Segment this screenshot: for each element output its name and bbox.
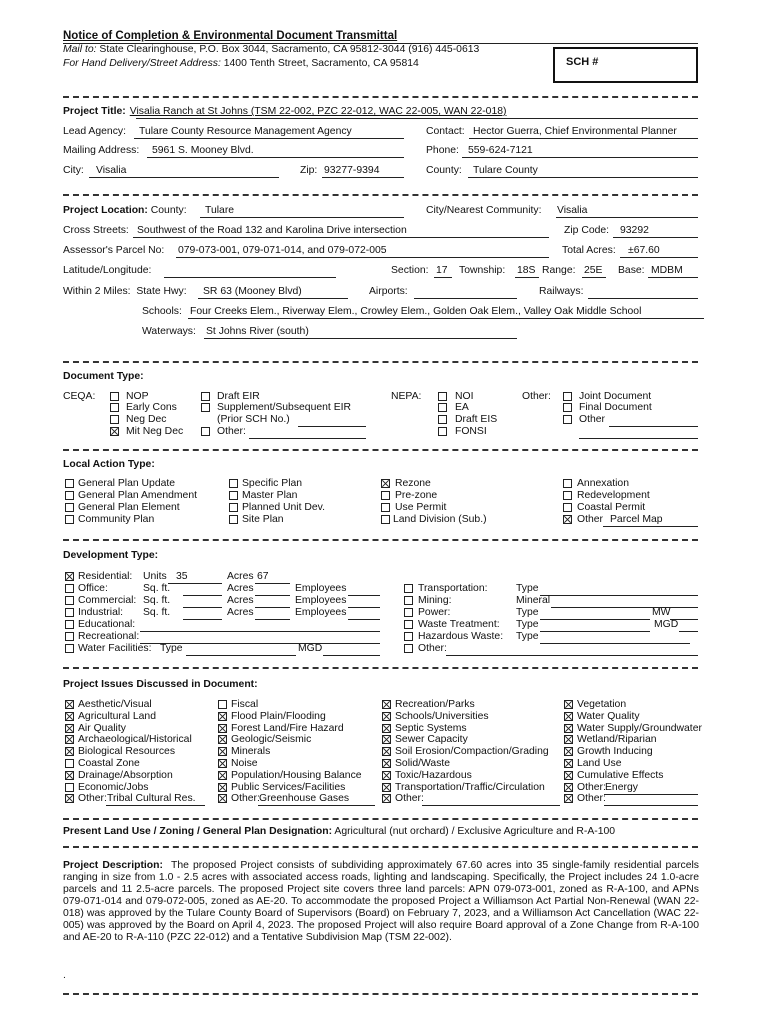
issue-forest-land-fire-hazard-checkbox[interactable] [218,724,227,733]
nop-checkbox[interactable] [110,392,119,401]
issue-water-supply-groundwater-checkbox[interactable] [564,724,573,733]
location-county-value[interactable]: Tulare [205,205,235,216]
issue-toxic-hazardous-label: Toxic/Hazardous [395,769,472,781]
hazardous-waste-label: Hazardous Waste: [418,631,504,642]
issue-other-underline [106,805,205,806]
issue-population-housing-balance-checkbox[interactable] [218,771,227,780]
residential-acres-value[interactable]: 67 [257,571,269,582]
local-action-other-label: Other [577,514,603,525]
issue-drainage-absorption-checkbox[interactable] [65,771,74,780]
recreational-label: Recreational: [78,631,140,642]
issue-other-label: Other: [577,793,606,805]
early-cons-label: Early Cons [126,402,177,413]
power-label: Power: [418,607,451,618]
mining-checkbox[interactable] [404,596,413,605]
phone-label: Phone: [426,145,459,156]
project-title-row: Project Title: Visalia Ranch at St Johns (TSM 22-002, PZC 22-012, WAC 22-005, WAN 22-018) [63,106,507,117]
issue-cumulative-effects-label: Cumulative Effects [577,769,664,781]
supplement-eir-label: Supplement/Subsequent EIR [217,402,352,413]
waste-mgd-label: MGD [654,619,679,630]
development-type-heading: Development Type: [63,550,159,561]
issue-aesthetic-visual-label: Aesthetic/Visual [78,699,152,710]
dev-other-checkbox[interactable] [404,644,413,653]
land-use-label: Present Land Use / Zoning / General Plan Designation: [63,826,333,837]
contact-value[interactable]: Hector Guerra, Chief Environmental Planner [473,126,677,137]
issue-water-quality-checkbox[interactable] [564,712,573,721]
planned-unit-dev-checkbox[interactable] [229,503,238,512]
units-value[interactable]: 35 [176,571,188,582]
mit-neg-dec-label: Mit Neg Dec [126,426,184,437]
issue-other-checkbox[interactable] [564,783,573,792]
project-description [63,860,699,944]
issue-vegetation-label: Vegetation [577,699,627,710]
ceqa-label: CEQA: [63,391,96,402]
land-division-label: Land Division (Sub.) [393,514,487,525]
water-facilities-checkbox[interactable] [65,644,74,653]
coastal-permit-label: Coastal Permit [577,502,646,513]
sch-label: SCH # [566,56,599,68]
ea-label: EA [455,402,469,413]
issue-land-use-checkbox[interactable] [564,759,573,768]
issue-archaeological-historical-checkbox[interactable] [65,735,74,744]
doc-other-label: Other [579,414,605,425]
residential-label: Residential: [78,571,133,582]
divider [63,539,698,541]
issue-drainage-absorption-label: Drainage/Absorption [78,769,173,781]
noi-label: NOI [455,391,474,402]
description-text: The proposed Project consists of subdividing approximately 67.60 acres into 35 single-family residential parcels ranging in size from 1.0 - 2.5 acres with associated access roads, lighting and landscaping. Specifically, the Project includes 24 1.0-acre parcels and 11 2.5-acre parcels. The proposed Project site covers three land parcels: APN 079-073-001, zoned as R-A-100, and APNs 079-071-014 and 079-072-005, zoned as AE-20. To accommodate the proposed Project a Williamson Act Partial Non-Renewal (WAN 22-018) was approved by the Tulare County Board of Supervisors (Board) on February 7, 2023, and a Williamson Act Cancellation (WAC 22-005) was approved by the Board on April 4, 2023. The proposed Project will also require Board approval of a Zone Change from R-A-100 and AE-20 to R-A-110 (PZC 22-012) and a Tentative Subdivision Map (TSM 22-002). [63,860,700,943]
latlong-label: Latitude/Longitude: [63,265,152,276]
noi-checkbox[interactable] [438,392,447,401]
state-hwy-value[interactable]: SR 63 (Mooney Blvd) [203,286,302,297]
water-type-label: Type [160,643,183,654]
divider [63,194,698,196]
issue-water-quality-label: Water Quality [577,710,640,722]
neg-dec-label: Neg Dec [126,414,167,425]
issue-agricultural-land-checkbox[interactable] [65,712,74,721]
hazardous-type-label: Type [516,631,539,642]
office-checkbox[interactable] [65,584,74,593]
supplement-eir-checkbox[interactable] [201,403,210,412]
draft-eis-label: Draft EIS [455,414,498,425]
issue-other-checkbox[interactable] [564,794,573,803]
issue-other-value[interactable]: Greenhouse Gases [259,793,350,805]
zip-code-label: Zip Code: [564,225,610,236]
educational-checkbox[interactable] [65,620,74,629]
mailing-address-label: Mailing Address: [63,145,140,156]
hand-delivery-line: For Hand Delivery/Street Address: 1400 Tenth Street, Sacramento, CA 95814 [63,58,419,69]
land-use-row [63,826,615,838]
neg-dec-checkbox[interactable] [110,415,119,424]
issue-land-use-label: Land Use [577,758,622,769]
industrial-employees-label: Employees [295,607,347,618]
pre-zone-label: Pre-zone [395,490,438,501]
issue-other-label: Other: [395,793,424,805]
annexation-checkbox[interactable] [563,479,572,488]
issue-minerals-checkbox[interactable] [218,747,227,756]
rezone-checkbox[interactable] [381,479,390,488]
issue-septic-systems-label: Septic Systems [395,722,467,734]
schools-value[interactable]: Four Creeks Elem., Riverway Elem., Crowley Elem., Golden Oak Elem., Valley Oak Middle School [190,306,642,317]
transportation-label: Transportation: [418,583,488,594]
zip-code-value[interactable]: 93292 [620,225,649,236]
issue-water-supply-groundwater-label: Water Supply/Groundwater [577,722,702,734]
early-cons-checkbox[interactable] [110,403,119,412]
office-label: Office: [78,583,108,594]
airports-label: Airports: [369,286,408,297]
commercial-checkbox[interactable] [65,596,74,605]
issue-schools-universities-label: Schools/Universities [395,710,489,722]
prior-sch-label: (Prior SCH No.) [217,414,290,425]
issue-schools-universities-checkbox[interactable] [382,712,391,721]
coastal-permit-checkbox[interactable] [563,503,572,512]
issue-recreation-parks-checkbox[interactable] [382,700,391,709]
issue-cumulative-effects-checkbox[interactable] [564,771,573,780]
contact-label: Contact: [426,126,465,137]
zip-label: Zip: [300,165,318,176]
issue-air-quality-checkbox[interactable] [65,724,74,733]
issue-geologic-seismic-checkbox[interactable] [218,735,227,744]
general-plan-element-label: General Plan Element [78,502,180,513]
issue-public-services-facilities-checkbox[interactable] [218,783,227,792]
issue-noise-checkbox[interactable] [218,759,227,768]
ceqa-other-label: Other: [217,426,246,437]
issue-sewer-capacity-label: Sewer Capacity [395,734,468,746]
issue-transportation-traffic-circulation-checkbox[interactable] [382,783,391,792]
local-action-other-value[interactable]: Parcel Map [610,514,663,525]
issue-wetland-riparian-checkbox[interactable] [564,735,573,744]
issue-population-housing-balance-label: Population/Housing Balance [231,769,362,781]
hazardous-waste-checkbox[interactable] [404,632,413,641]
commercial-acres-label: Acres [227,595,254,606]
issue-flood-plain-flooding-label: Flood Plain/Flooding [231,710,326,722]
nop-label: NOP [126,391,149,402]
specific-plan-checkbox[interactable] [229,479,238,488]
issue-wetland-riparian-label: Wetland/Riparian [577,734,657,746]
redevelopment-checkbox[interactable] [563,491,572,500]
issue-other-checkbox[interactable] [382,794,391,803]
issue-other-underline [422,805,560,806]
issue-other-label: Other: [78,793,107,805]
project-title-value: Visalia Ranch at St Johns (TSM 22-002, PZC 22-012, WAC 22-005, WAN 22-018) [129,106,507,117]
issue-forest-land-fire-hazard-label: Forest Land/Fire Hazard [231,722,344,734]
township-value[interactable]: 18S [517,265,536,276]
issue-flood-plain-flooding-checkbox[interactable] [218,712,227,721]
issue-solid-waste-checkbox[interactable] [382,759,391,768]
mining-label: Mining: [418,595,452,606]
issue-growth-inducing-label: Growth Inducing [577,746,653,758]
issue-other-underline [604,794,698,795]
office-employees-label: Employees [295,583,347,594]
section-label: Section: [391,265,429,276]
draft-eis-checkbox[interactable] [438,415,447,424]
redevelopment-label: Redevelopment [577,490,650,501]
residential-acres-label: Acres [227,571,254,582]
issue-other-value[interactable]: Energy [605,781,638,793]
other-doc-label: Other: [522,391,551,402]
residential-checkbox[interactable] [65,572,74,581]
apn-label: Assessor's Parcel No: [63,245,165,256]
issue-fiscal-label: Fiscal [231,699,259,710]
general-plan-amendment-label: General Plan Amendment [78,490,197,501]
issue-other-checkbox[interactable] [65,794,74,803]
issues-heading: Project Issues Discussed in Document: [63,679,258,690]
annexation-label: Annexation [577,478,629,489]
use-permit-checkbox[interactable] [381,503,390,512]
waterways-value[interactable]: St Johns River (south) [206,326,309,337]
issue-other-label: Other: [231,793,260,805]
commercial-label: Commercial: [78,595,137,606]
issue-aesthetic-visual-checkbox[interactable] [65,700,74,709]
divider [63,846,698,848]
site-plan-checkbox[interactable] [229,515,238,524]
draft-eir-label: Draft EIR [217,391,260,402]
issue-soil-erosion-compaction-grading-checkbox[interactable] [382,747,391,756]
joint-document-checkbox[interactable] [563,392,572,401]
planned-unit-dev-label: Planned Unit Dev. [242,502,325,513]
range-label: Range: [542,265,576,276]
industrial-label: Industrial: [78,607,124,618]
waste-treatment-label: Waste Treatment: [418,619,500,630]
township-label: Township: [459,265,506,276]
issue-septic-systems-checkbox[interactable] [382,724,391,733]
waste-treatment-checkbox[interactable] [404,620,413,629]
industrial-sqft-label: Sq. ft. [143,607,171,618]
issue-other-underline [258,805,375,806]
issue-other-checkbox[interactable] [218,794,227,803]
issue-other-underline [604,805,698,806]
recreational-checkbox[interactable] [65,632,74,641]
county-label: County: [426,165,462,176]
issue-biological-resources-label: Biological Resources [78,746,176,758]
issue-recreation-parks-label: Recreation/Parks [395,699,475,710]
doc-other-checkbox[interactable] [563,415,572,424]
units-label: Units [143,571,167,582]
document-type-heading: Document Type: [63,371,144,382]
fonsi-label: FONSI [455,426,487,437]
general-plan-update-checkbox[interactable] [65,479,74,488]
commercial-sqft-label: Sq. ft. [143,595,171,606]
schools-label: Schools: [142,306,182,317]
phone-value[interactable]: 559-624-7121 [468,145,533,156]
mit-neg-dec-checkbox[interactable] [110,427,119,436]
issue-noise-label: Noise [231,758,258,769]
mineral-label: Mineral [516,595,551,606]
apn-value[interactable]: 079-073-001, 079-071-014, and 079-072-005 [178,245,387,256]
issue-agricultural-land-label: Agricultural Land [78,710,156,722]
local-action-other-checkbox[interactable] [563,515,572,524]
issue-toxic-hazardous-checkbox[interactable] [382,771,391,780]
draft-eir-checkbox[interactable] [201,392,210,401]
total-acres-value[interactable]: ±67.60 [628,245,660,256]
divider [63,667,698,669]
lead-agency-label: Lead Agency: [63,126,126,137]
divider [63,449,698,451]
rezone-label: Rezone [395,478,431,489]
divider [63,361,698,363]
dev-other-label: Other: [418,643,447,654]
issue-soil-erosion-compaction-grading-label: Soil Erosion/Compaction/Grading [395,746,549,758]
mailing-address-value[interactable]: 5961 S. Mooney Blvd. [152,145,254,156]
commercial-employees-label: Employees [295,595,347,606]
water-mgd-label: MGD [298,643,323,654]
section-value[interactable]: 17 [436,265,448,276]
general-plan-element-checkbox[interactable] [65,503,74,512]
mail-to-line: Mail to: State Clearinghouse, P.O. Box 3044, Sacramento, CA 95812-3044 (916) 445-0613 [63,44,480,55]
issue-biological-resources-checkbox[interactable] [65,747,74,756]
joint-document-label: Joint Document [579,391,652,402]
industrial-acres-label: Acres [227,607,254,618]
project-location-row: Project Location: County: [63,205,187,216]
total-acres-label: Total Acres: [562,245,616,256]
issue-coastal-zone-checkbox[interactable] [65,759,74,768]
railways-label: Railways: [539,286,584,297]
final-document-checkbox[interactable] [563,403,572,412]
description-trailing: . [63,970,66,981]
local-action-heading: Local Action Type: [63,459,155,470]
waterways-label: Waterways: [142,326,196,337]
issue-growth-inducing-checkbox[interactable] [564,747,573,756]
use-permit-label: Use Permit [395,502,447,513]
master-plan-label: Master Plan [242,490,298,501]
general-plan-update-label: General Plan Update [78,478,176,489]
issue-vegetation-checkbox[interactable] [564,700,573,709]
range-value[interactable]: 25E [584,265,603,276]
cross-streets-value[interactable]: Southwest of the Road 132 and Karolina Drive intersection [137,225,407,236]
nearest-community-value[interactable]: Visalia [557,205,588,216]
power-mw-label: MW [652,607,671,618]
divider [63,993,698,995]
zip-value[interactable]: 93277-9394 [324,165,380,176]
land-use-value: Agricultural (nut orchard) / Exclusive Agriculture and R-A-100 [334,826,616,837]
description-label: Project Description: [63,860,163,871]
issue-coastal-zone-label: Coastal Zone [78,758,140,769]
issue-fiscal-checkbox[interactable] [218,700,227,709]
issue-sewer-capacity-checkbox[interactable] [382,735,391,744]
industrial-checkbox[interactable] [65,608,74,617]
fonsi-checkbox[interactable] [438,427,447,436]
water-facilities-label: Water Facilities: [78,643,152,654]
power-checkbox[interactable] [404,608,413,617]
city-label: City: [63,165,84,176]
within-2-miles-label: Within 2 Miles: State Hwy: [63,286,187,297]
base-value[interactable]: MDBM [651,265,683,276]
land-division-checkbox[interactable] [381,515,390,524]
community-plan-label: Community Plan [78,514,155,525]
nepa-label: NEPA: [391,391,422,402]
office-acres-label: Acres [227,583,254,594]
issue-other-value[interactable]: Tribal Cultural Res. [107,793,196,805]
issue-geologic-seismic-label: Geologic/Seismic [231,734,312,746]
cross-streets-label: Cross Streets: [63,225,129,236]
ea-checkbox[interactable] [438,403,447,412]
divider [63,96,698,98]
issue-air-quality-label: Air Quality [78,722,126,734]
final-document-label: Final Document [579,402,652,413]
issue-economic-jobs-label: Economic/Jobs [78,781,149,793]
transportation-type-label: Type [516,583,539,594]
lead-agency-value[interactable]: Tulare County Resource Management Agency [139,126,352,137]
community-plan-checkbox[interactable] [65,515,74,524]
base-label: Base: [618,265,645,276]
issue-archaeological-historical-label: Archaeological/Historical [78,734,192,746]
specific-plan-label: Specific Plan [242,478,303,489]
issue-other-label: Other: [577,781,606,793]
issue-minerals-label: Minerals [231,746,271,758]
issue-solid-waste-label: Solid/Waste [395,758,451,769]
nearest-community-label: City/Nearest Community: [426,205,542,216]
general-plan-amendment-checkbox[interactable] [65,491,74,500]
master-plan-checkbox[interactable] [229,491,238,500]
city-value[interactable]: Visalia [96,165,127,176]
issue-transportation-traffic-circulation-label: Transportation/Traffic/Circulation [395,781,545,793]
educational-label: Educational: [78,619,136,630]
power-type-label: Type [516,607,539,618]
site-plan-label: Site Plan [242,514,284,525]
form-title: Notice of Completion & Environmental Document Transmittal [63,30,398,42]
issue-public-services-facilities-label: Public Services/Facilities [231,781,346,793]
waste-type-label: Type [516,619,539,630]
transportation-checkbox[interactable] [404,584,413,593]
issue-economic-jobs-checkbox[interactable] [65,783,74,792]
pre-zone-checkbox[interactable] [381,491,390,500]
divider [63,818,698,820]
ceqa-other-checkbox[interactable] [201,427,210,436]
county-value[interactable]: Tulare County [473,165,538,176]
office-sqft-label: Sq. ft. [143,583,171,594]
